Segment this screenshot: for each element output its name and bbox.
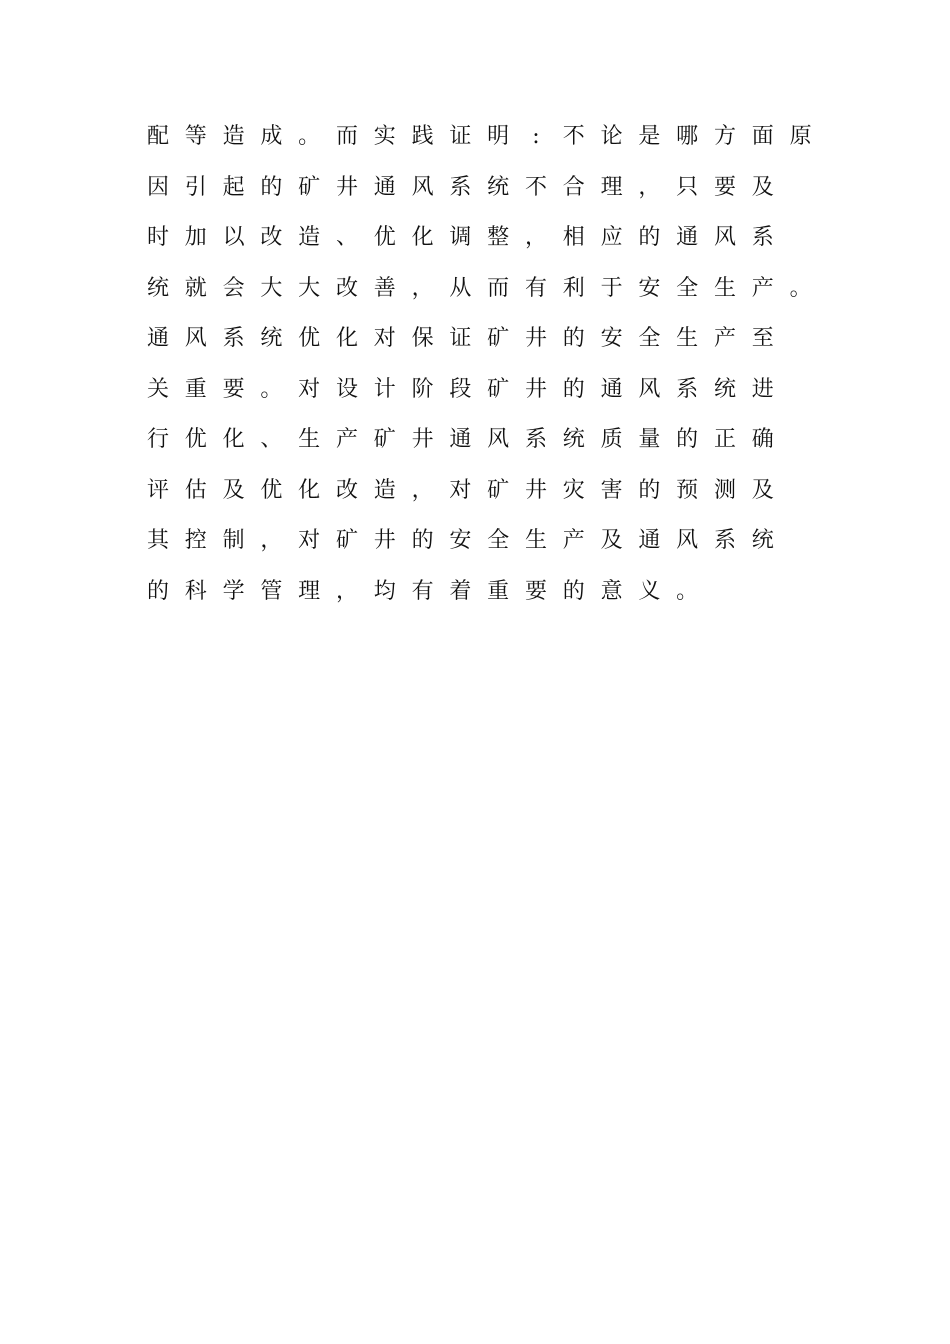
text-char: 只	[676, 174, 699, 200]
text-char: 进	[751, 376, 774, 402]
text-char: 井	[524, 376, 547, 402]
text-char: 因	[146, 174, 169, 200]
text-char: 安	[449, 528, 472, 553]
text-char: 系	[222, 326, 245, 351]
text-char: 实	[373, 124, 396, 149]
text-char: 确	[751, 427, 774, 452]
text-char: 大	[260, 275, 283, 301]
text-char: 原	[789, 124, 812, 149]
text-char: 学	[222, 578, 245, 604]
text-line	[146, 466, 846, 517]
text-char: ，	[335, 578, 358, 604]
text-char: 生	[524, 528, 547, 553]
text-char: 的	[260, 174, 283, 200]
text-char: 风	[184, 326, 207, 351]
text-char: 应	[600, 225, 623, 250]
text-char: 面	[751, 124, 774, 149]
text-char: ，	[524, 225, 547, 250]
text-char: 风	[676, 528, 699, 553]
text-char: 利	[562, 275, 585, 301]
text-char: 引	[184, 174, 207, 200]
text-char: 评	[146, 477, 169, 503]
text-char: 、	[260, 427, 283, 452]
text-line	[146, 415, 846, 466]
text-char: 改	[260, 225, 283, 250]
text-char: 质	[600, 427, 623, 452]
text-char: 井	[411, 427, 434, 452]
body-paragraph	[146, 112, 846, 617]
text-char: 等	[184, 124, 207, 149]
text-char: 风	[638, 376, 661, 402]
text-char: 而	[487, 275, 510, 301]
text-char: 产	[562, 528, 585, 553]
text-char: 。	[676, 578, 699, 604]
text-char: 全	[487, 528, 510, 553]
text-char: 要	[713, 174, 736, 200]
text-char: 产	[751, 275, 774, 301]
text-char: 系	[676, 376, 699, 402]
text-char: 着	[449, 578, 472, 604]
text-char: 的	[676, 427, 699, 452]
text-char: 生	[298, 427, 321, 452]
text-char: 矿	[487, 326, 510, 351]
text-char: 于	[600, 275, 623, 301]
text-line	[146, 112, 846, 163]
text-char: 哪	[676, 124, 699, 149]
text-char: 会	[222, 275, 245, 301]
text-char: 统	[260, 326, 283, 351]
text-char: 测	[713, 477, 736, 503]
text-char: 证	[449, 124, 472, 149]
text-char: 统	[487, 174, 510, 200]
text-line	[146, 163, 846, 214]
text-char: 优	[373, 225, 396, 250]
text-char: 时	[146, 225, 169, 250]
text-char: 风	[487, 427, 510, 452]
text-char: 对	[298, 528, 321, 553]
text-char: 改	[335, 275, 358, 301]
text-char: 的	[562, 376, 585, 402]
text-char: 改	[335, 477, 358, 503]
text-char: 、	[335, 225, 358, 250]
text-char: 合	[562, 174, 585, 200]
text-char: 量	[638, 427, 661, 452]
text-char: 化	[222, 427, 245, 452]
text-char: 风	[713, 225, 736, 250]
text-char: 井	[373, 528, 396, 553]
text-char: 通	[600, 376, 623, 402]
text-line	[146, 314, 846, 365]
text-char: 义	[638, 578, 661, 604]
text-char: 化	[335, 326, 358, 351]
text-line	[146, 365, 846, 416]
text-char: 关	[146, 376, 169, 402]
text-char: 统	[562, 427, 585, 452]
text-char: 管	[260, 578, 283, 604]
text-char: 风	[411, 174, 434, 200]
text-char: 优	[260, 477, 283, 503]
text-char: 通	[146, 326, 169, 351]
text-char: 科	[184, 578, 207, 604]
text-char: 的	[146, 578, 169, 604]
text-char: 不	[562, 124, 585, 149]
text-char: 计	[373, 376, 396, 402]
text-char: 全	[638, 326, 661, 351]
text-char: 要	[222, 376, 245, 402]
text-char: 预	[676, 477, 699, 503]
text-char: 估	[184, 477, 207, 503]
text-char: 统	[751, 528, 774, 553]
text-char: 对	[449, 477, 472, 503]
text-char: 统	[146, 275, 169, 301]
text-char: 重	[184, 376, 207, 402]
text-char: 段	[449, 376, 472, 402]
text-char: 不	[524, 174, 547, 200]
text-char: 通	[676, 225, 699, 250]
text-char: 善	[373, 275, 396, 301]
text-char: 调	[449, 225, 472, 250]
text-char: 对	[373, 326, 396, 351]
text-char: 。	[298, 124, 321, 149]
text-char: 矿	[487, 376, 510, 402]
text-char: 相	[562, 225, 585, 250]
text-char: 是	[638, 124, 661, 149]
text-char: 井	[524, 326, 547, 351]
text-char: 以	[222, 225, 245, 250]
text-char: 的	[638, 477, 661, 503]
text-char: 生	[713, 275, 736, 301]
text-char: 通	[638, 528, 661, 553]
text-char: 全	[676, 275, 699, 301]
text-char: 矿	[335, 528, 358, 553]
text-char: 矿	[298, 174, 321, 200]
text-char: 灾	[562, 477, 585, 503]
text-char: 意	[600, 578, 623, 604]
text-char: 的	[562, 326, 585, 351]
text-char: 井	[335, 174, 358, 200]
text-char: 均	[373, 578, 396, 604]
text-char: 整	[487, 225, 510, 250]
text-char: 系	[524, 427, 547, 452]
text-char: 至	[751, 326, 774, 351]
text-char: 系	[449, 174, 472, 200]
text-char: 阶	[411, 376, 434, 402]
text-char: 井	[524, 477, 547, 503]
text-char: 系	[713, 528, 736, 553]
text-char: 行	[146, 427, 169, 452]
text-char: 产	[335, 427, 358, 452]
text-char: 方	[713, 124, 736, 149]
text-char: 及	[751, 477, 774, 503]
text-char: 从	[449, 275, 472, 301]
text-char: 而	[335, 124, 358, 149]
text-char: 其	[146, 528, 169, 553]
text-char: 控	[184, 528, 207, 553]
text-char: 重	[487, 578, 510, 604]
text-char: 安	[600, 326, 623, 351]
text-char: 践	[411, 124, 434, 149]
text-char: 。	[260, 376, 283, 402]
text-char: 设	[335, 376, 358, 402]
text-char: 统	[713, 376, 736, 402]
text-char: 造	[373, 477, 396, 503]
text-char: 害	[600, 477, 623, 503]
text-char: 安	[638, 275, 661, 301]
text-char: 正	[713, 427, 736, 452]
text-char: 化	[411, 225, 434, 250]
text-char: 理	[600, 174, 623, 200]
text-char: 化	[298, 477, 321, 503]
text-char: 造	[298, 225, 321, 250]
text-char: 优	[298, 326, 321, 351]
text-char: 起	[222, 174, 245, 200]
text-line	[146, 516, 846, 567]
text-char: ，	[638, 174, 661, 200]
text-char: 通	[373, 174, 396, 200]
text-char: 造	[222, 124, 245, 149]
text-char: 加	[184, 225, 207, 250]
text-char: :	[532, 124, 540, 149]
text-char: 明	[487, 124, 510, 149]
text-char: 及	[751, 174, 774, 200]
text-char: 的	[411, 528, 434, 553]
text-char: 产	[713, 326, 736, 351]
text-char: 有	[411, 578, 434, 604]
text-char: 要	[524, 578, 547, 604]
text-char: 有	[524, 275, 547, 301]
text-char: 制	[222, 528, 245, 553]
text-char: 优	[184, 427, 207, 452]
text-char: 及	[222, 477, 245, 503]
text-char: 成	[260, 124, 283, 149]
text-char: 配	[146, 124, 169, 149]
text-char: 矿	[487, 477, 510, 503]
text-char: 就	[184, 275, 207, 301]
text-char: 及	[600, 528, 623, 553]
text-char: ，	[411, 275, 434, 301]
text-char: 保	[411, 326, 434, 351]
text-char: 证	[449, 326, 472, 351]
text-line	[146, 567, 846, 618]
text-char: 理	[298, 578, 321, 604]
text-char: 矿	[373, 427, 396, 452]
text-char: 的	[638, 225, 661, 250]
text-char: ，	[260, 528, 283, 553]
text-char: 生	[676, 326, 699, 351]
text-char: 系	[751, 225, 774, 250]
text-char: 大	[298, 275, 321, 301]
text-char: 对	[298, 376, 321, 402]
text-char: 的	[562, 578, 585, 604]
text-line	[146, 264, 826, 315]
text-char: 通	[449, 427, 472, 452]
text-char: 论	[600, 124, 623, 149]
text-char: ，	[411, 477, 434, 503]
text-line	[146, 213, 846, 264]
text-char: 。	[789, 275, 812, 301]
